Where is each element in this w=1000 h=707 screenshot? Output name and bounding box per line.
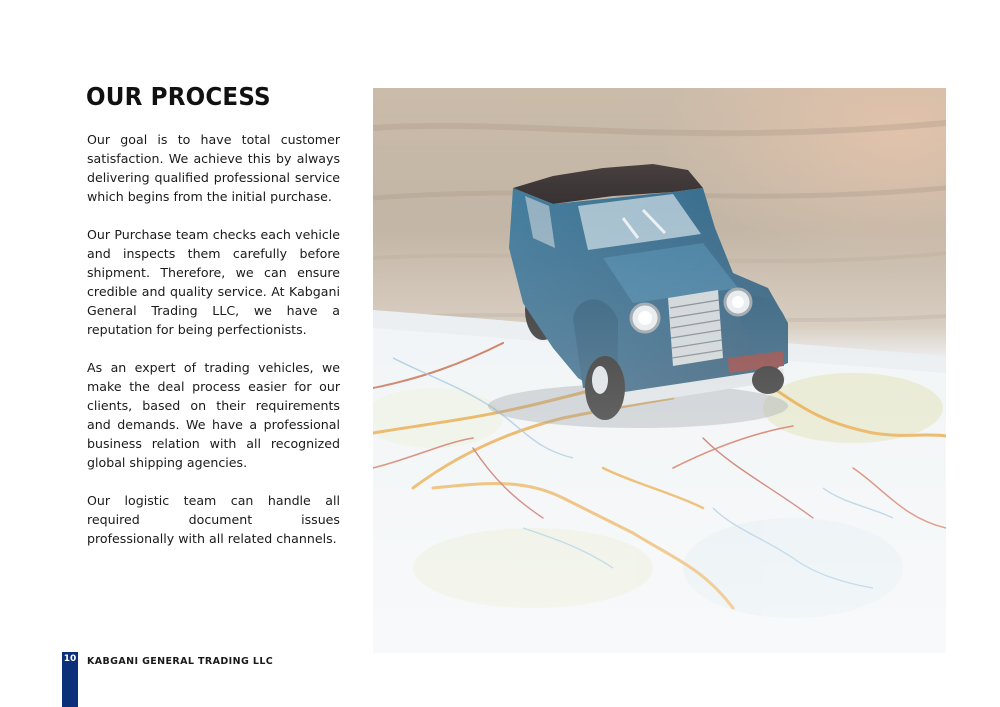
photo-illustration [373,88,946,653]
paragraph-purchase-team: Our Purchase team checks each vehicle and inspects them carefully before shipment. Therefore, we can ensure credible and quality service. At Kabgani General Trading LLC, we have a reputation for being perfectionists. [87,227,340,337]
page-number: 10 [63,654,77,664]
footer-company-name: KABGANI GENERAL TRADING LLC [87,656,274,667]
page-title: OUR PROCESS [86,82,271,111]
paragraph-logistic-team: Our logistic team can handle all required document issues professionally with all related channels. [87,493,340,546]
paragraph-goal: Our goal is to have total customer satisfaction. We achieve this by always delivering qualified professional service which begins from the initial purchase. [87,132,340,204]
body-text [87,130,340,567]
paragraph-expert-trading: As an expert of trading vehicles, we make the deal process easier for our clients, based on their requirements and demands. We have a professional business relation with all recognized global shipping agencies. [87,360,340,470]
toy-car-on-map-photo [373,88,946,653]
